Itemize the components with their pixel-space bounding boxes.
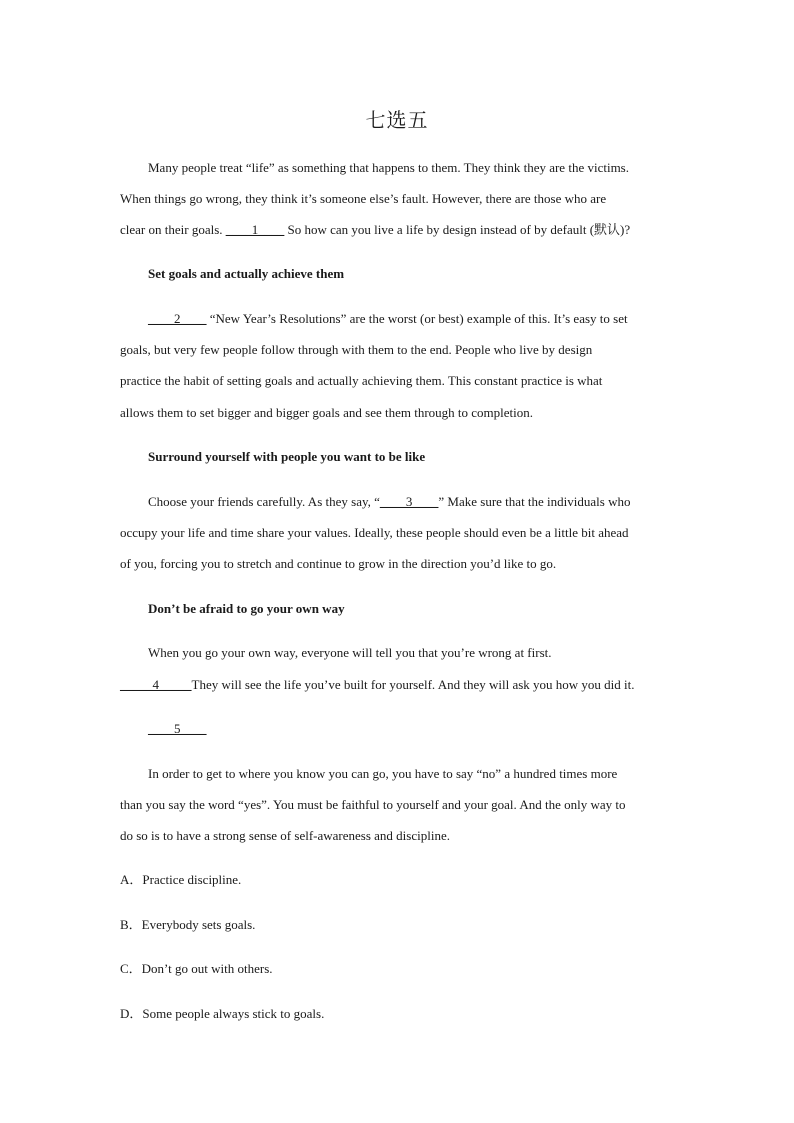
para5-line3: do so is to have a strong sense of self-awareness and discipline. (120, 828, 450, 843)
para1-line3 (120, 221, 680, 239)
blank-1[interactable]: ____1____ (225, 222, 285, 237)
para2-line2: goals, but very few people follow through with them to the end. People who live by design (120, 342, 593, 357)
blank-5[interactable]: ____5____ (148, 721, 207, 736)
para3-line1-end: ” Make sure that the individuals who (438, 494, 631, 509)
section-heading-own-way: Don’t be afraid to go your own way (148, 601, 345, 616)
option-a: A．Practice discipline. (120, 872, 242, 887)
option-c: C．Don’t go out with others. (120, 961, 273, 976)
para2-line4: allows them to set bigger and bigger goals and see them through to completion. (120, 405, 534, 420)
para3-line3: of you, forcing you to stretch and continue to grow in the direction you’d like to go. (120, 556, 557, 571)
para5-line2: than you say the word “yes”. You must be faithful to yourself and your goal. And the only way to (120, 797, 626, 812)
option-d: D．Some people always stick to goals. (120, 1006, 325, 1021)
section-heading-people: Surround yourself with people you want to be like (148, 449, 426, 464)
para4-line1: When you go your own way, everyone will tell you that you’re wrong at first. (148, 645, 552, 660)
para4-line2-text: They will see the life you’ve built for yourself. And they will ask you how you did it. (191, 677, 635, 692)
page-title: 七选五 (365, 108, 429, 132)
para2-line3: practice the habit of setting goals and actually achieving them. This constant practice is what (120, 373, 603, 388)
blank-2[interactable]: ____2____ (148, 311, 207, 326)
blank-3[interactable]: ____3____ (379, 494, 439, 509)
para2-line1-text: “New Year’s Resolutions” are the worst (or best) example of this. It’s easy to set (206, 311, 628, 326)
para5-line1: In order to get to where you know you can go, you have to say “no” a hundred times more (148, 766, 618, 781)
section-heading-goals: Set goals and actually achieve them (148, 266, 345, 281)
para3-line1-start: Choose your friends carefully. As they say, “ (148, 494, 380, 509)
para4-line2 (120, 676, 680, 694)
para2-line1 (148, 310, 678, 328)
para1-line3-end: So how can you live a life by design instead of by default (默认)? (284, 222, 631, 237)
para3-line2: occupy your life and time share your values. Ideally, these people should even be a little bit ahead (120, 525, 629, 540)
para3-line1 (148, 493, 678, 511)
option-b: B．Everybody sets goals. (120, 917, 256, 932)
para1-line1: Many people treat “life” as something that happens to them. They think they are the victims. (148, 160, 629, 175)
para1-line2: When things go wrong, they think it’s someone else’s fault. However, there are those who are (120, 191, 607, 206)
para1-line3-start: clear on their goals. (120, 222, 226, 237)
blank-4[interactable]: _____4_____ (120, 677, 192, 692)
